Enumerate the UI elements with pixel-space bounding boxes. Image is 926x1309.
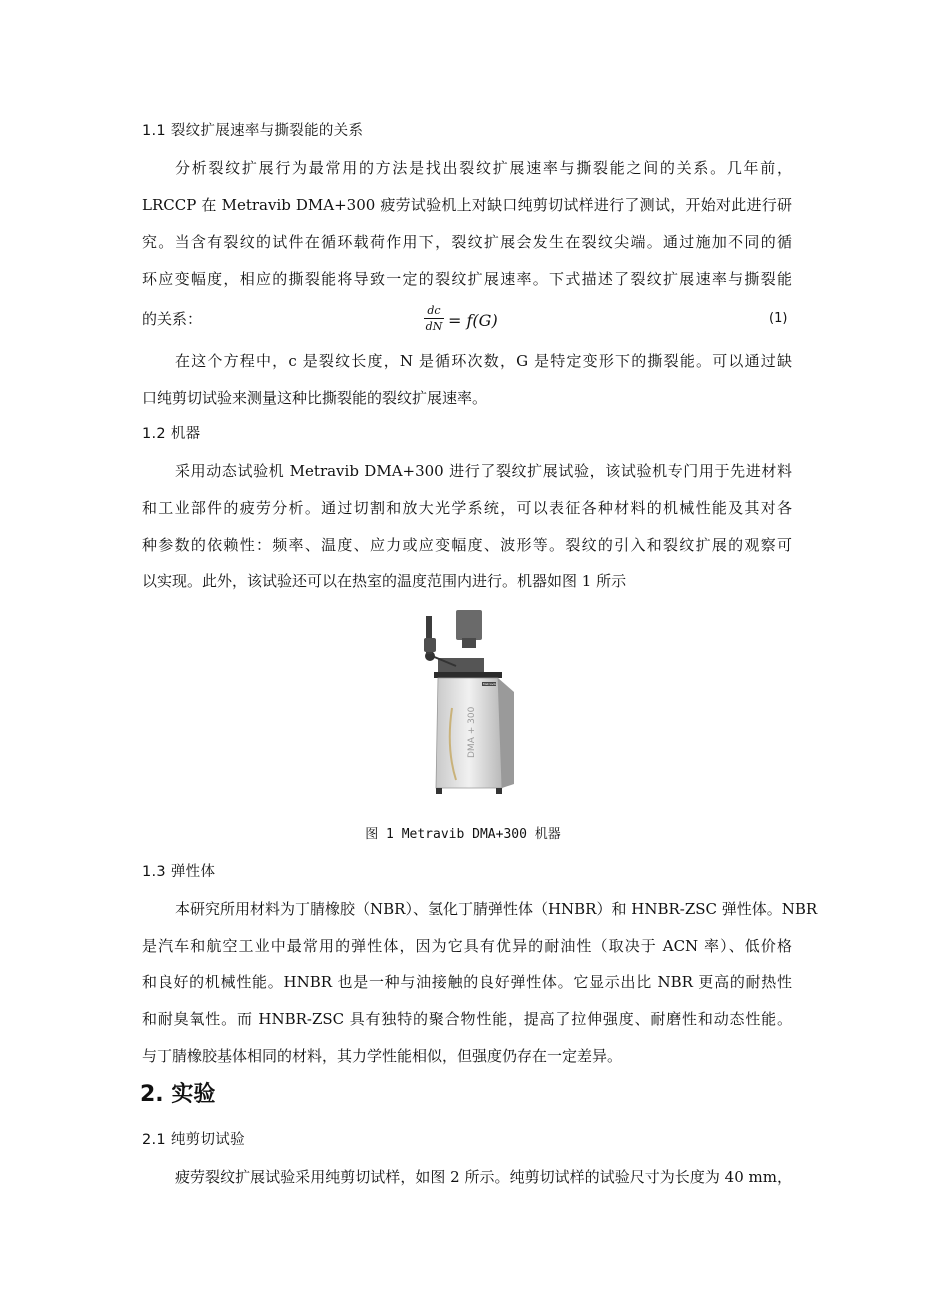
- paragraph-line: LRCCP 在 Metravib DMA+300 疲劳试验机上对缺口纯剪切试样进行了测试，开始对此进行研: [142, 196, 792, 214]
- machine-panel-text: DMA + 300: [467, 706, 477, 758]
- paragraph-line: 口纯剪切试验来测量这种比撕裂能的裂纹扩展速率。: [142, 389, 488, 407]
- section-2-1-heading: 2.1 纯剪切试验: [142, 1132, 245, 1148]
- equation-number: (1): [769, 311, 788, 326]
- paragraph-line: 分析裂纹扩展行为最常用的方法是找出裂纹扩展速率与撕裂能之间的关系。几年前，: [175, 159, 792, 177]
- paragraph-line: 究。当含有裂纹的试件在循环载荷作用下，裂纹扩展会发生在裂纹尖端。通过施加不同的循: [142, 233, 792, 251]
- machine-table: [434, 672, 502, 678]
- cabinet-foot: [436, 788, 442, 794]
- paragraph-line: 种参数的依赖性：频率、温度、应力或应变幅度、波形等。裂纹的引入和裂纹扩展的观察可: [142, 536, 792, 554]
- paragraph-line: 本研究所用材料为丁腈橡胶（NBR）、氢化丁腈弹性体（HNBR）和 HNBR-ZSC 弹性体。NBR: [175, 900, 818, 918]
- paragraph-line: 在这个方程中，c 是裂纹长度，N 是循环次数，G 是特定变形下的撕裂能。可以通过缺: [175, 352, 792, 370]
- paragraph-line: 和耐臭氧性。而 HNBR-ZSC 具有独特的聚合物性能，提高了拉伸强度、耐磨性和动态性能。: [142, 1010, 792, 1028]
- machine-head: [456, 610, 482, 640]
- camera-body: [424, 638, 436, 652]
- paragraph-line: 环应变幅度，相应的撕裂能将导致一定的裂纹扩展速率。下式描述了裂纹扩展速率与撕裂能: [142, 270, 792, 288]
- paragraph-line: 的关系：: [142, 310, 203, 328]
- fraction-bar: [424, 318, 444, 319]
- equation-numerator: dc: [427, 304, 441, 317]
- machine-brand-text: Metravib: [483, 682, 497, 686]
- paragraph-line: 以实现。此外，该试验还可以在热室的温度范围内进行。机器如图 1 所示: [142, 572, 627, 590]
- paragraph-line: 与丁腈橡胶基体相同的材料，其力学性能相似，但强度仍存在一定差异。: [142, 1047, 623, 1065]
- paragraph-line: 采用动态试验机 Metravib DMA+300 进行了裂纹扩展试验，该试验机专门用于先进材料: [175, 462, 792, 480]
- equation-rhs: = f(G): [448, 311, 498, 330]
- equation-fraction: [424, 304, 444, 333]
- cabinet-foot: [496, 788, 502, 794]
- machine-figure: [416, 608, 520, 798]
- section-1-1-heading: 1.1 裂纹扩展速率与撕裂能的关系: [142, 123, 364, 139]
- paragraph-line: 是汽车和航空工业中最常用的弹性体，因为它具有优异的耐油性（取决于 ACN 率）、低价格: [142, 937, 792, 955]
- equation-denominator: dN: [425, 320, 443, 333]
- figure-caption: 图 1 Metravib DMA+300 机器: [365, 827, 561, 842]
- paragraph-line: 和工业部件的疲劳分析。通过切割和放大光学系统，可以表征各种材料的机械性能及其对各: [142, 499, 792, 517]
- section-2-heading: 2. 实验: [140, 1082, 216, 1107]
- section-1-3-heading: 1.3 弹性体: [142, 864, 216, 880]
- section-1-2-heading: 1.2 机器: [142, 426, 201, 442]
- paragraph-line: 疲劳裂纹扩展试验采用纯剪切试样，如图 2 所示。纯剪切试样的试验尺寸为长度为 40 mm，: [175, 1168, 792, 1186]
- machine-column: [462, 638, 476, 648]
- paragraph-line: 和良好的机械性能。HNBR 也是一种与油接触的良好弹性体。它显示出比 NBR 更高的耐热性: [142, 973, 792, 991]
